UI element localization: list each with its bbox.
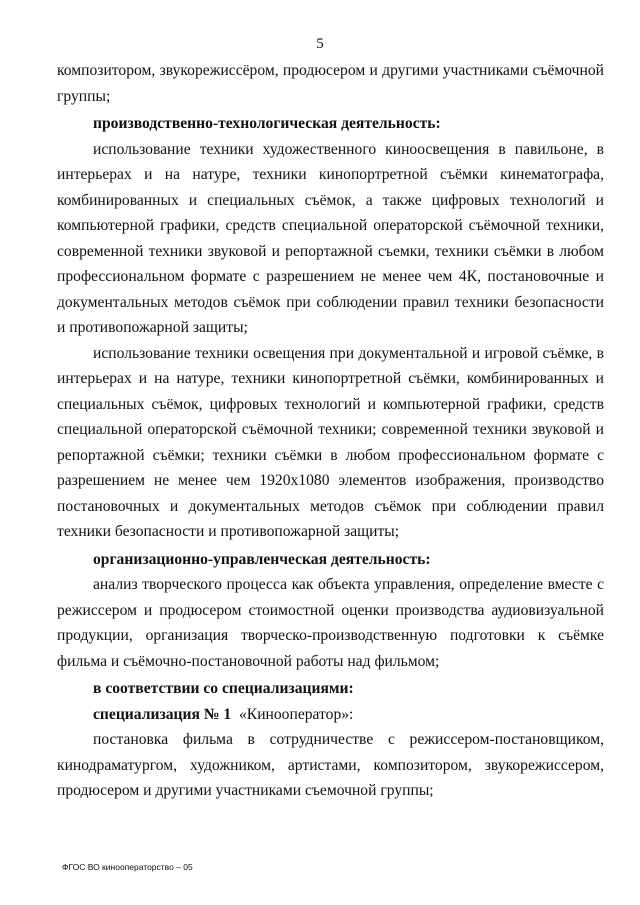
section-heading-production: производственно-технологическая деятельность:: [93, 115, 441, 132]
section-heading-specializations: в соответствии со специализациями:: [93, 680, 354, 697]
specialization-name: «Кинооператор»:: [239, 705, 354, 723]
paragraph-lighting-equipment: использование техники художественного киноосвещения в павильоне, в интерьерах и на натуре, техники кинопортретной съёмки кинематографа, комбинированных и специальных съёмок, а также цифровых технологий и компьютерной графики, средств специальной операторской съёмочной техники, современной техники звуковой и репортажной съемки, техники съёмки в любом профессиональном формате с разрешением не менее чем 4К, постановочные и документальных методов съёмок при соблюдении правил техники безопасности и противопожарной защиты;: [57, 140, 604, 336]
page-number: 5: [316, 36, 324, 52]
specialization-line: [57, 702, 604, 728]
paragraph-analysis: анализ творческого процесса как объекта управления, определение вместе с режиссером и продюсером стоимостной оценки производства аудиовизуальной продукции, организация творческо-производственную подготовки к съёмке фильма и съёмочно-постановочной работы над фильмом;: [57, 576, 604, 670]
document-body: [57, 58, 604, 804]
section-heading-management: организационно-управленческая деятельность:: [93, 550, 431, 568]
paragraph-lighting-documentary: использование техники освещения при документальной и игровой съёмке, в интерьерах и на натуре, техники кинопортретной съёмки, комбинированных и специальных съёмок, цифровых технологий и компьютерной графики, средств специальной операторской съёмочной техники; современной техники звуковой и репортажной съёмки; техники съёмки в любом профессиональном формате с разрешением не менее чем 1920x1080 элементов изображения, производство постановочных и документальных методов съёмок при соблюдении правил техники безопасности и противопожарной защиты;: [57, 344, 604, 540]
paragraph-film-production: постановка фильма в сотрудничестве с режиссером-постановщиком, кинодраматургом, художником, артистами, композитором, звукорежиссером, продюсером и другими участниками съемочной группы;: [57, 731, 604, 799]
specialization-label: специализация № 1: [93, 705, 232, 723]
footer-text: ФГОС ВО кинооператорство – 05: [62, 862, 193, 872]
paragraph-continuation: композитором, звукорежиссёром, продюсером и другими участниками съёмочной группы;: [57, 62, 604, 105]
